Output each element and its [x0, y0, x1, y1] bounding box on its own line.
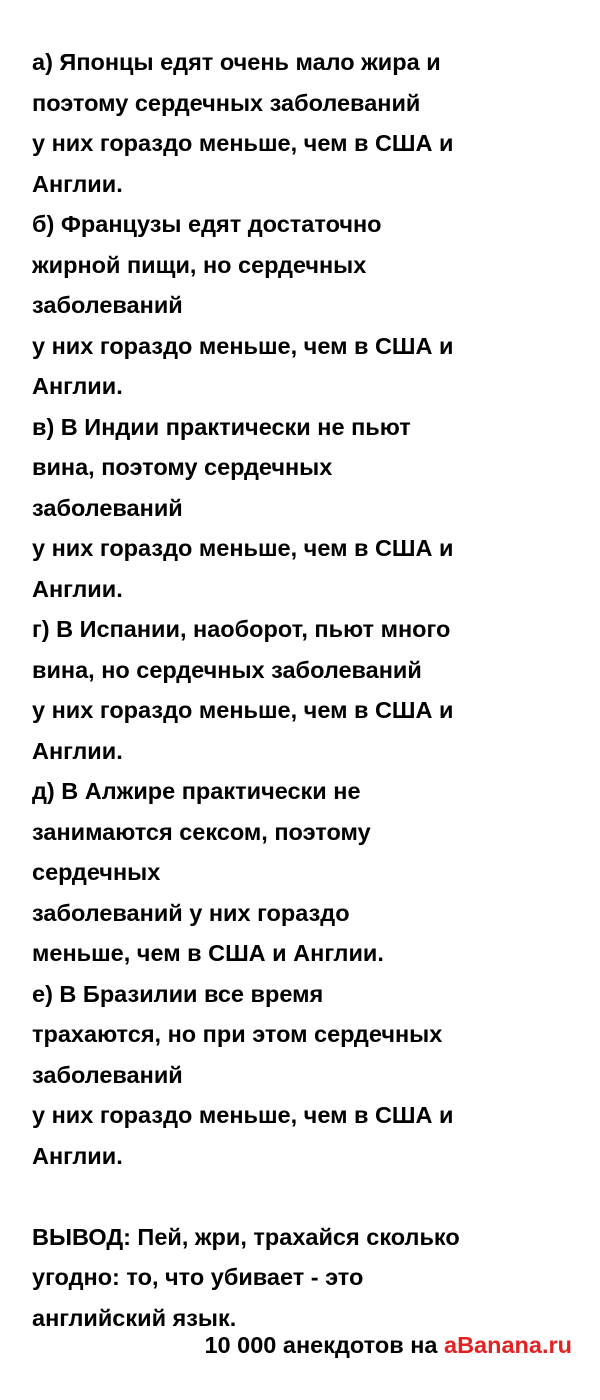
joke-line: заболеваний [32, 292, 183, 318]
joke-line: е) В Бразилии все время [32, 980, 324, 1007]
footer-text: 10 000 анекдотов на [204, 1332, 444, 1358]
joke-line: вина, но сердечных заболеваний [32, 656, 422, 683]
joke-line: заболеваний у них гораздо [32, 899, 350, 926]
joke-line: у них гораздо меньше, чем в США и [32, 332, 454, 359]
brand-link-rest[interactable]: Banana.ru [457, 1332, 572, 1358]
joke-line: г) В Испании, наоборот, пьют много [32, 616, 451, 642]
joke-line: б) Французы едят достаточно [32, 211, 382, 237]
joke-line: Англии. [32, 575, 123, 602]
joke-line: поэтому сердечных заболеваний [32, 89, 421, 116]
joke-line: у них гораздо меньше, чем в США и [32, 535, 454, 561]
joke-line: в) В Индии практически не пьют [32, 413, 411, 440]
conclusion-line: английский язык. [32, 1304, 237, 1331]
joke-line: у них гораздо меньше, чем в США и [32, 130, 454, 156]
paragraph-gap [32, 1176, 582, 1217]
joke-line: д) В Алжире практически не [32, 778, 361, 804]
joke-text [32, 42, 582, 1338]
joke-line: Англии. [32, 170, 123, 197]
joke-line: а) Японцы едят очень мало жира и [32, 49, 441, 75]
conclusion-line: угодно: то, что убивает - это [32, 1264, 364, 1290]
joke-line: меньше, чем в США и Англии. [32, 940, 384, 966]
joke-line: у них гораздо меньше, чем в США и [32, 697, 454, 723]
joke-line: вина, поэтому сердечных [32, 454, 333, 480]
joke-line: заболеваний [32, 494, 183, 521]
joke-line: трахаются, но при этом сердечных [32, 1021, 443, 1047]
site-footer [204, 1325, 572, 1366]
brand-link-first-letter[interactable]: a [444, 1332, 458, 1358]
conclusion-line: ВЫВОД: Пей, жри, трахайся сколько [32, 1223, 460, 1250]
joke-line: у них гораздо меньше, чем в США и [32, 1102, 454, 1128]
joke-line: Англии. [32, 737, 123, 764]
joke-line: жирной пищи, но сердечных [32, 251, 367, 278]
joke-line: сердечных [32, 859, 161, 885]
joke-line: заболеваний [32, 1061, 183, 1088]
joke-line: Англии. [32, 373, 123, 399]
joke-line: Англии. [32, 1142, 123, 1169]
joke-line: занимаются сексом, поэтому [32, 818, 371, 845]
